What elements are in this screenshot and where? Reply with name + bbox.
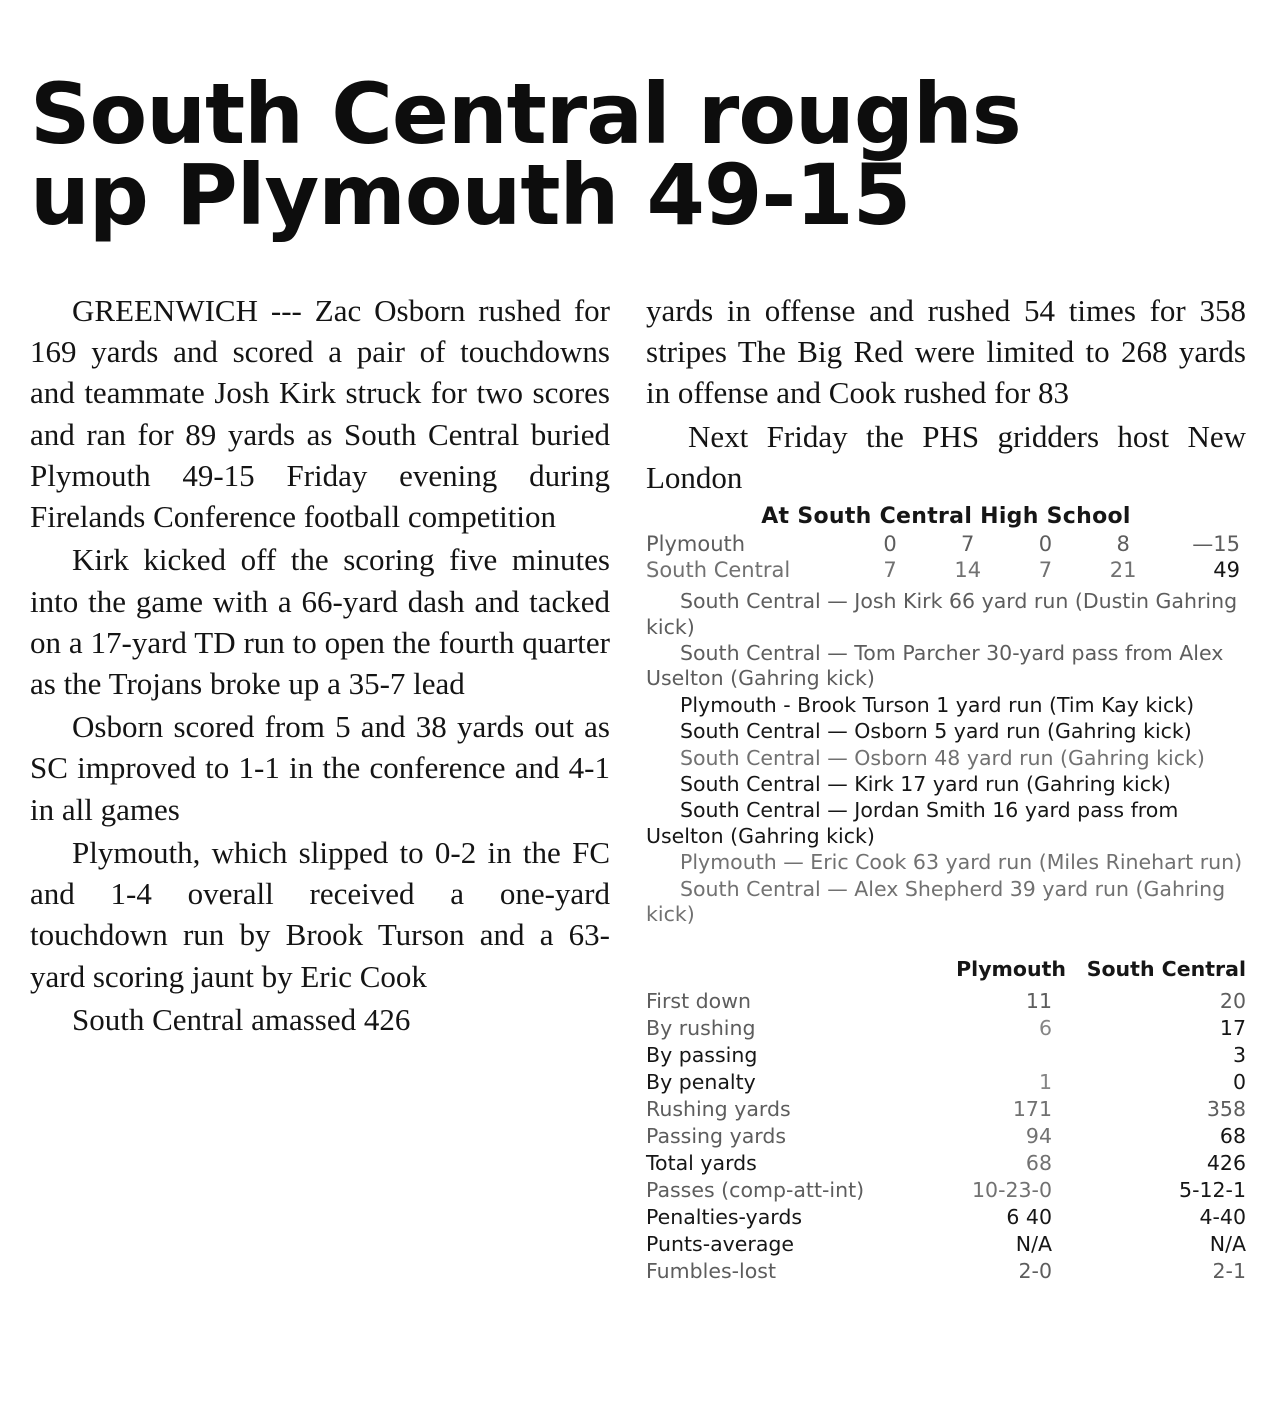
stat-label: Fumbles-lost [646, 1258, 776, 1283]
table-row [646, 1230, 1246, 1257]
table-row [646, 557, 1246, 583]
stat-south-central: 2-1 [1212, 1258, 1246, 1283]
stat-south-central: 4-40 [1199, 1204, 1246, 1229]
table-row [646, 531, 1246, 557]
article-column-right [646, 290, 1246, 1284]
linescore-team: Plymouth [646, 532, 746, 557]
stat-label: Penalties-yards [646, 1204, 803, 1229]
scoring-play: South Central — Osborn 48 yard run (Gahring kick) [680, 745, 1205, 770]
table-row [646, 1176, 1246, 1203]
scoring-play: Plymouth - Brook Turson 1 yard run (Tim Kay kick) [680, 692, 1195, 717]
stat-south-central: 426 [1206, 1150, 1246, 1175]
stat-label: By passing [646, 1042, 758, 1067]
stat-plymouth: N/A [1015, 1231, 1052, 1256]
article-paragraph: Kirk kicked off the scoring five minutes into the game with a 66-yard dash and tacked on a 17-yard TD run to open the fourth quarter as the Trojans broke up a 35-7 lead [30, 542, 610, 701]
box-score [646, 504, 1246, 1284]
team-stats-table [646, 957, 1246, 1284]
scoring-play: South Central — Josh Kirk 66 yard run (Dustin Gahring kick) [646, 589, 1238, 639]
headline-line-2: up Plymouth 49-15 [30, 145, 911, 244]
scoring-summary [646, 589, 1246, 927]
scoring-play: South Central — Jordan Smith 16 yard pass from Uselton (Gahring kick) [646, 798, 1179, 848]
linescore-q1: 0 [883, 532, 897, 557]
stat-label: Total yards [646, 1150, 757, 1175]
stat-south-central: 0 [1232, 1069, 1246, 1094]
table-row [646, 987, 1246, 1014]
stat-south-central: 17 [1219, 1015, 1246, 1040]
linescore-total: 49 [1213, 558, 1240, 583]
scoring-play: Plymouth — Eric Cook 63 yard run (Miles Rinehart run) [680, 850, 1243, 875]
table-row [646, 1122, 1246, 1149]
linescore-q4: 8 [1116, 532, 1130, 557]
stats-header-south-central: South Central [1086, 957, 1246, 982]
scoring-play: South Central — Tom Parcher 30-yard pass from Alex Uselton (Gahring kick) [646, 640, 1224, 691]
stat-plymouth: 11 [1025, 988, 1052, 1013]
article-paragraph: Osborn scored from 5 and 38 yards out as SC improved to 1-1 in the conference and 4-1 in all games [30, 709, 610, 827]
stat-south-central: 68 [1219, 1123, 1246, 1148]
stat-plymouth: 94 [1025, 1123, 1052, 1148]
article-paragraph: Plymouth, which slipped to 0-2 in the FC and 1-4 overall received a one-yard touchdown run by Brook Turson and a 63-yard scoring jaunt by Eric Cook [30, 834, 610, 994]
article-paragraph: South Central amassed 426 [72, 1001, 411, 1037]
table-row [646, 1149, 1246, 1176]
linescore-table [646, 531, 1246, 583]
stats-header-plymouth: Plymouth [956, 957, 1066, 982]
stat-south-central: N/A [1209, 1231, 1246, 1256]
stat-plymouth: 2-0 [1018, 1258, 1052, 1283]
scoring-play: South Central — Alex Shepherd 39 yard run (Gahring kick) [646, 876, 1226, 926]
table-row [646, 1041, 1246, 1068]
stat-plymouth: 10-23-0 [971, 1177, 1052, 1202]
stats-header-blank [646, 957, 902, 987]
stat-label: Passes (comp-att-int) [646, 1177, 865, 1202]
stat-label: By penalty [646, 1069, 756, 1094]
linescore-q3: 0 [1038, 532, 1053, 557]
linescore-q3: 7 [1038, 558, 1053, 583]
stat-south-central: 5-12-1 [1179, 1177, 1246, 1202]
stat-plymouth: 68 [1025, 1150, 1052, 1175]
linescore-total: —15 [1192, 532, 1240, 557]
stat-south-central: 358 [1206, 1096, 1246, 1121]
linescore-q2: 7 [961, 532, 975, 557]
stat-south-central: 20 [1219, 988, 1246, 1013]
stat-label: First down [646, 988, 751, 1013]
stat-label: By rushing [646, 1015, 756, 1040]
table-row [646, 1068, 1246, 1095]
headline-line-1: South Central roughs [30, 65, 1021, 164]
scoring-play: South Central — Osborn 5 yard run (Gahring kick) [680, 719, 1192, 744]
stat-label: Rushing yards [646, 1096, 791, 1121]
table-row [646, 1257, 1246, 1284]
article-column-left [30, 290, 610, 1284]
article-columns [30, 290, 1248, 1284]
stat-label: Passing yards [646, 1123, 787, 1148]
linescore-q2: 14 [954, 558, 982, 583]
article-paragraph: Next Friday the PHS gridders host New London [646, 418, 1246, 495]
article-paragraph: GREENWICH --- Zac Osborn rushed for 169 yards and scored a pair of touchdowns and teammate Josh Kirk struck for two scores and ran for 89 yards as South Central buried Plymouth 49-15 Friday evening during Firelands Conference football competition [30, 293, 610, 535]
table-header-row [646, 957, 1246, 987]
stat-plymouth: 1 [1038, 1069, 1052, 1094]
stat-plymouth: 6 40 [1006, 1204, 1052, 1229]
stat-plymouth: 171 [1012, 1096, 1052, 1121]
table-row [646, 1095, 1246, 1122]
scoring-play: South Central — Kirk 17 yard run (Gahring kick) [680, 771, 1171, 796]
table-row [646, 1014, 1246, 1041]
table-row [646, 1203, 1246, 1230]
stat-plymouth: 6 [1038, 1015, 1052, 1040]
stat-label: Punts-average [646, 1231, 795, 1256]
linescore-q4: 21 [1109, 558, 1137, 583]
article-paragraph: yards in offense and rushed 54 times for 358 stripes The Big Red were limited to 268 yards in offense and Cook rushed for 83 [646, 293, 1246, 411]
linescore-team: South Central [646, 558, 791, 583]
page-title [30, 65, 1240, 244]
stat-plymouth [902, 1041, 1066, 1068]
stat-south-central: 3 [1232, 1042, 1246, 1067]
box-score-venue: At South Central High School [761, 504, 1131, 530]
linescore-q1: 7 [883, 558, 897, 583]
